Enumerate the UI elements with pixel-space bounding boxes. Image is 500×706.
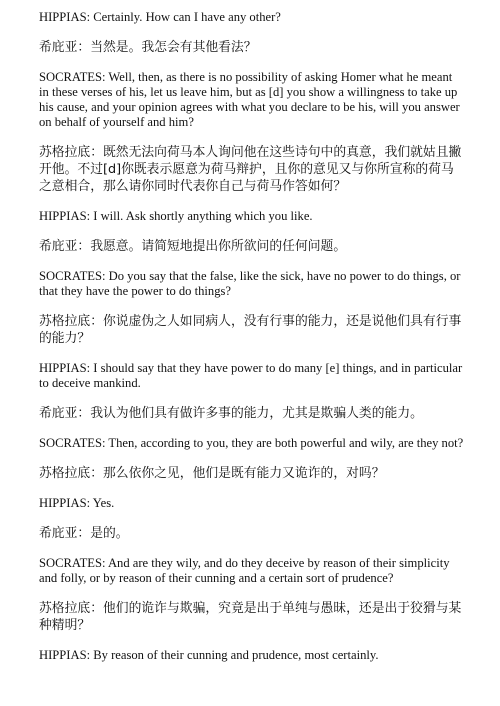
- paragraph-socrates-3: SOCRATES: Then, according to you, they are both powerful and wily, are they not?: [39, 436, 464, 450]
- paragraph-hippias-2: HIPPIAS: I will. Ask shortly anything which you like.: [39, 209, 313, 223]
- paragraph-socrates-2-zh: 苏格拉底：你说虚伪之人如同病人，没有行事的能力，还是说他们具有行事的能力？: [39, 314, 462, 346]
- paragraph-socrates-2: SOCRATES: Do you say that the false, like the sick, have no power to do things, or that they have the power to do things?: [39, 269, 461, 298]
- paragraph-socrates-1: SOCRATES: Well, then, as there is no possibility of asking Homer what he meant in these verses of his, let us leave him, but as [d] you show a willingness to take up his cause, and your opinion agrees with what you declare to be his, will you answer on behalf of yourself and him?: [39, 70, 460, 129]
- paragraph-hippias-3-zh: 希庇亚：我认为他们具有做许多事的能力，尤其是欺骗人类的能力。: [39, 406, 423, 421]
- paragraph-hippias-5: HIPPIAS: By reason of their cunning and prudence, most certainly.: [39, 648, 379, 662]
- paragraph-socrates-1-zh: 苏格拉底：既然无法向荷马本人询问他在这些诗句中的真意，我们就姑且撇开他。不过[d]你既表示愿意为荷马辩护，且你的意见又与你所宣称的荷马之意相合，那么请你同时代表你自己与荷马作答如何？: [39, 145, 462, 194]
- paragraph-hippias-3: HIPPIAS: I should say that they have power to do many [e] things, and in particular to deceive mankind.: [39, 361, 463, 390]
- paragraph-socrates-4: SOCRATES: And are they wily, and do they deceive by reason of their simplicity and folly, or by reason of their cunning and a certain sort of prudence?: [39, 556, 450, 585]
- paragraph-hippias-1: HIPPIAS: Certainly. How can I have any other?: [39, 10, 281, 24]
- paragraph-hippias-1-zh: 希庇亚：当然是。我怎会有其他看法？: [39, 40, 257, 55]
- paragraph-socrates-4-zh: 苏格拉底：他们的诡诈与欺骗，究竟是出于单纯与愚昧，还是出于狡猾与某种精明？: [39, 601, 462, 633]
- document-page: [39, 10, 465, 677]
- paragraph-hippias-4: HIPPIAS: Yes.: [39, 496, 115, 510]
- paragraph-socrates-3-zh: 苏格拉底：那么依你之见，他们是既有能力又诡诈的，对吗？: [39, 466, 385, 481]
- paragraph-hippias-2-zh: 希庇亚：我愿意。请简短地提出你所欲问的任何问题。: [39, 239, 347, 254]
- paragraph-hippias-4-zh: 希庇亚：是的。: [39, 526, 129, 541]
